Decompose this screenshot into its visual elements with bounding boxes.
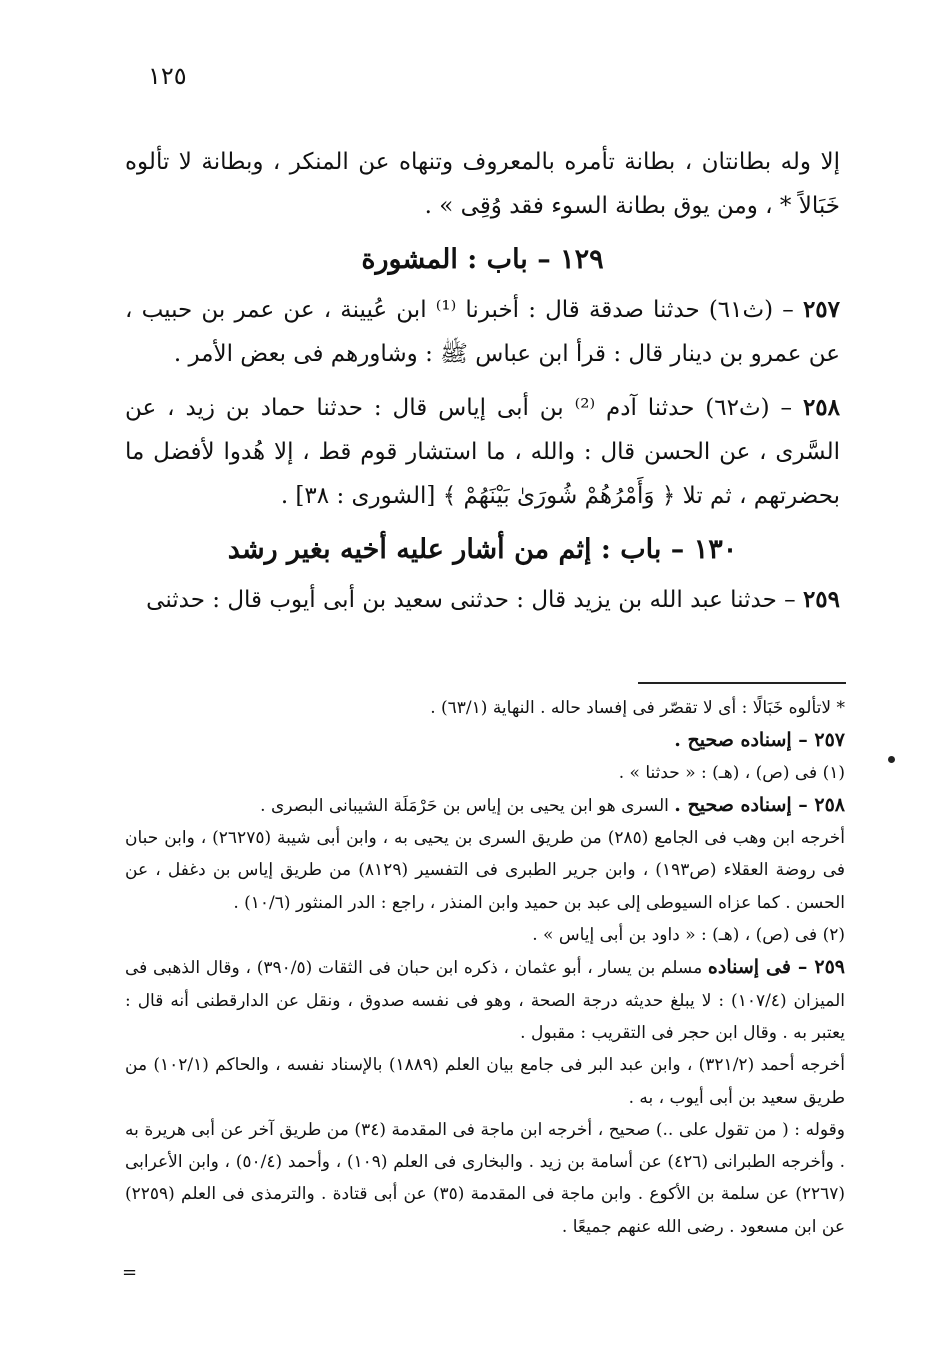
note-259 xyxy=(125,951,845,1049)
margin-dot xyxy=(888,756,895,763)
note-258-text: السرى هو ابن يحيى بن إياس بن حَرْمَلَة الشيبانى البصرى . xyxy=(260,795,675,816)
note-258-sources: أخرجه ابن وهب فى الجامع (٢٨٥) من طريق السرى بن يحيى به ، وابن أبى شيبة (٢٦٢٧٥) ، وابن حبان فى روضة العقلاء (ص١٩٣) ، وابن جرير الطبرى فى التفسير (٨١٢٩) من طريق إياس بن دغفل ، عن الحسن . كما عزاه السيوطى إلى عبد بن حميد وابن المنذر ، راجع : الدر المنثور (١٠/٦) . xyxy=(125,828,845,913)
continuation-mark: = xyxy=(122,1262,138,1283)
note-258 xyxy=(125,789,845,822)
hadith-257 xyxy=(125,288,840,376)
main-text xyxy=(125,140,840,622)
page-number: ١٢٥ xyxy=(148,62,187,90)
footnotes xyxy=(125,692,845,1243)
note-259-label: ٢٥٩ – فى إسناده xyxy=(707,956,845,979)
hadith-text: – (ث٦١) حدثنا صدقة قال : أخبرنا ⁽¹⁾ ابن عُيينة ، عن عمر بن حبيب ، عن عمرو بن دينار قال : قرأ ابن عباس ﷺ : وشاورهم فى بعض الأمر . xyxy=(125,297,840,367)
hadith-258 xyxy=(125,386,840,518)
note-257-label: ٢٥٧ – إسناده صحيح . xyxy=(674,729,845,752)
hadith-259 xyxy=(125,578,840,622)
note-star: * لاتألوه خَبَالًا : أى لا تقصّر فى إفساد حاله . النهاية (٦٣/١) . xyxy=(430,698,845,718)
chapter-heading-129: ١٢٩ – باب : المشورة xyxy=(361,244,604,275)
hadith-text: – (ث٦٢) حدثنا آدم ⁽²⁾ بن أبى إياس قال : حدثنا حماد بن زيد ، عن السَّرى ، عن الحسن قال : والله ، ما استشار قوم قط ، إلا هُدوا لأفضل ما بحضرتهم ، ثم تلا ﴿ وَأَمْرُهُمْ شُورَىٰ بَيْنَهُمْ ﴾ [الشورى : ٣٨] . xyxy=(125,395,840,509)
note-259-text: مسلم بن يسار ، أبو عثمان ، ذكره ابن حبان فى الثقات (٣٩٠/٥) ، وقال الذهبى فى الميزان (١٠٧/٤) : لا يبلغ حديثه درجة الصحة ، وهو فى نفسه صدوق ، ونقل عن الدارقطنى أنه قال : يعتبر به . وقال ابن حجر فى التقريب : مقبول . xyxy=(125,958,845,1043)
note-259-sources: أخرجه أحمد (٣٢١/٢) ، وابن عبد البر فى جامع بيان العلم (١٨٨٩) بالإسناد نفسه ، والحاكم (١٠٢/١) من طريق سعيد بن أبى أيوب ، به . xyxy=(125,1055,845,1108)
hadith-text: – حدثنا عبد الله بن يزيد قال : حدثنى سعيد بن أبى أيوب قال : حدثنى xyxy=(146,587,803,613)
footnote-2: (٢) فى (ص) ، (هـ) : « داود بن أبى إياس » . xyxy=(532,925,845,946)
hadith-number: ٢٥٧ xyxy=(802,296,840,323)
footnote-separator xyxy=(638,682,846,684)
note-258-label: ٢٥٨ – إسناده صحيح . xyxy=(674,793,845,816)
chapter-heading-130: ١٣٠ – باب : إثم من أشار عليه أخيه بغير رشد xyxy=(227,534,738,565)
footnote-1: (١) فى (ص) ، (هـ) : « حدثنا » . xyxy=(618,762,845,783)
intro-paragraph: إلا وله بطانتان ، بطانة تأمره بالمعروف وتنهاه عن المنكر ، وبطانة لا تألوه خَبَالاً * ، ومن يوق بطانة السوء فقد وُقِى » . xyxy=(125,149,840,219)
note-259-extra: وقوله : ( من تقول على ..) صحيح ، أخرجه ابن ماجة فى المقدمة (٣٤) من طريق آخر عن أبى هريرة به . وأخرجه الطبرانى (٤٢٦) عن أسامة بن زيد . والبخارى فى العلم (١٠٩) ، وأحمد (٥٠/٤) ، وابن الأعرابى (٢٢٦٧) عن سلمة بن الأكوع . وابن ماجة فى المقدمة (٣٥) عن أبى قتادة . والترمذى فى العلم (٢٢٥٩) عن ابن مسعود . رضى الله عنهم جميعًا . xyxy=(125,1119,845,1237)
hadith-number: ٢٥٩ xyxy=(802,586,840,613)
hadith-number: ٢٥٨ xyxy=(802,394,840,421)
